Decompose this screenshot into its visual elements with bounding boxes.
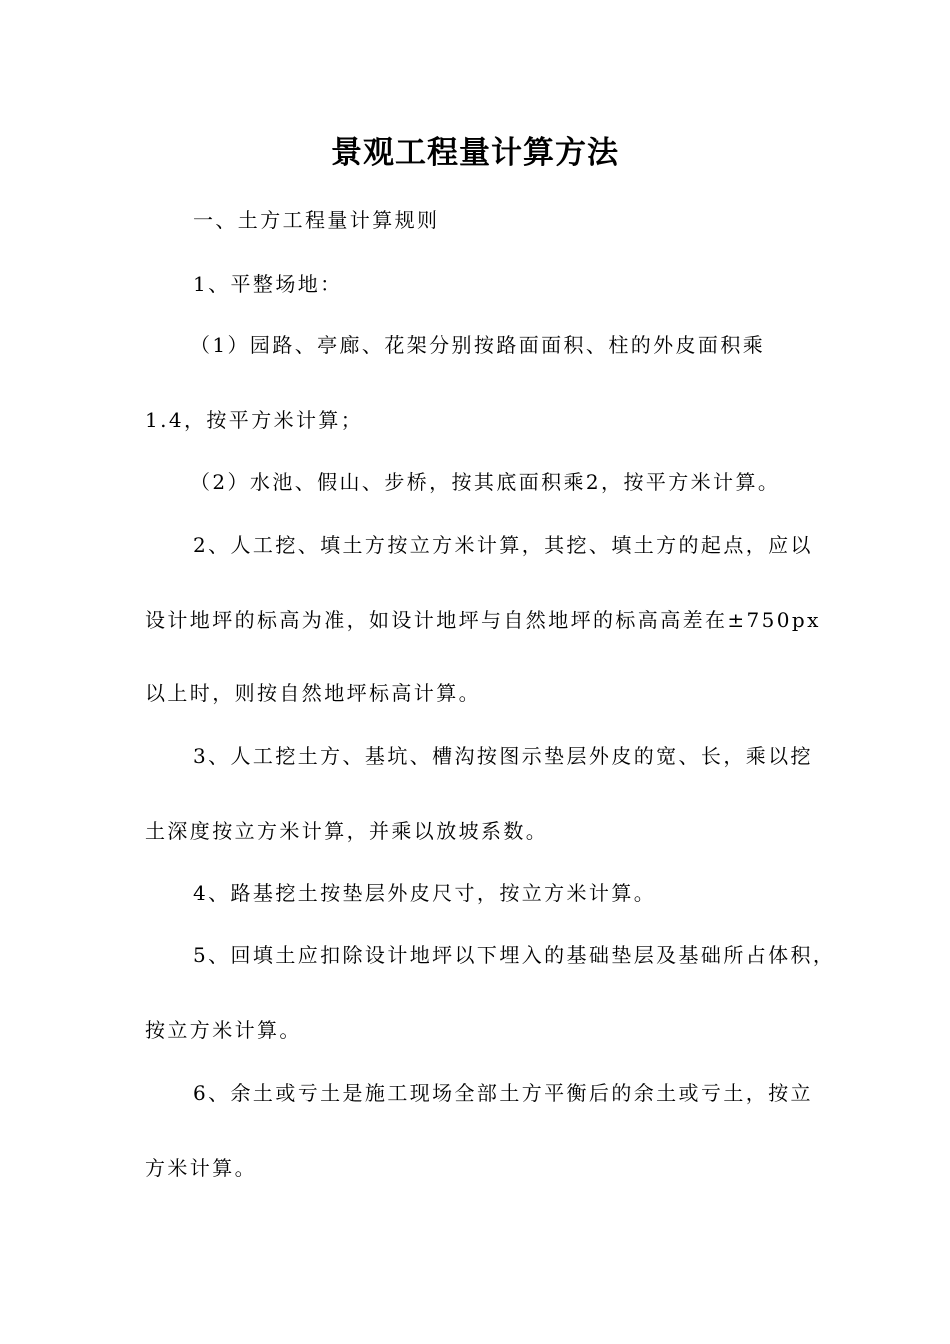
section-heading: 一、土方工程量计算规则 — [193, 208, 440, 232]
paragraph-line: 6、余土或亏土是施工现场全部土方平衡后的余土或亏土，按立 — [193, 1081, 813, 1105]
paragraph-line: 2、人工挖、填土方按立方米计算，其挖、填土方的起点，应以 — [193, 533, 813, 557]
paragraph-line: 1.4，按平方米计算； — [145, 408, 364, 432]
paragraph-line: 4、路基挖土按垫层外皮尺寸，按立方米计算。 — [193, 881, 657, 905]
paragraph-line: （2）水池、假山、步桥，按其底面积乘2，按平方米计算。 — [190, 470, 781, 494]
paragraph-line: 1、平整场地： — [193, 272, 343, 296]
paragraph-line: 3、人工挖土方、基坑、槽沟按图示垫层外皮的宽、长，乘以挖 — [193, 744, 813, 768]
paragraph-line: 5、回填土应扣除设计地坪以下埋入的基础垫层及基础所占体积， — [193, 943, 836, 967]
paragraph-line: 方米计算。 — [145, 1156, 257, 1180]
paragraph-line: 设计地坪的标高为准，如设计地坪与自然地坪的标高高差在±750px — [145, 608, 821, 632]
paragraph-line: 以上时，则按自然地坪标高计算。 — [145, 681, 481, 705]
paragraph-line: （1）园路、亭廊、花架分别按路面面积、柱的外皮面积乘 — [190, 333, 766, 357]
document-title: 景观工程量计算方法 — [331, 135, 619, 171]
paragraph-line: 按立方米计算。 — [145, 1018, 302, 1042]
paragraph-line: 土深度按立方米计算，并乘以放坡系数。 — [145, 819, 549, 843]
